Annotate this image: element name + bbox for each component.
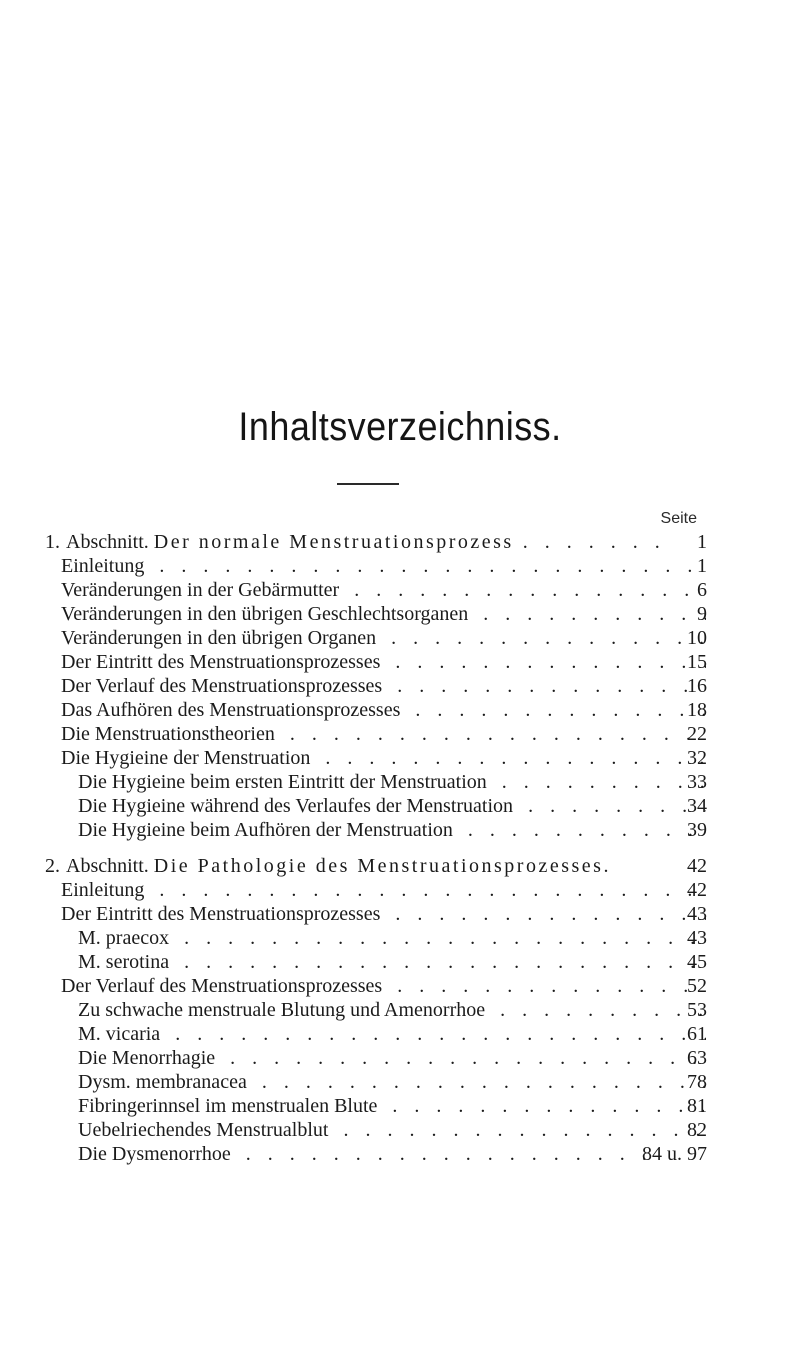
toc-entry[interactable]: [0, 722, 800, 746]
page-number: 43: [687, 903, 707, 925]
toc-entry[interactable]: [0, 746, 800, 770]
entry-title: Uebelriechendes Menstrualblut: [78, 1119, 332, 1141]
toc-entry[interactable]: [0, 1142, 800, 1166]
section-heading-1[interactable]: [0, 530, 800, 554]
toc-entry[interactable]: [0, 902, 800, 926]
page-number: 45: [687, 951, 707, 973]
page-number: 39: [687, 819, 707, 841]
page-number: 33: [687, 771, 707, 793]
section-label: Abschnitt.: [66, 855, 149, 877]
page-number: 42: [687, 879, 707, 901]
page-number: 10: [687, 627, 707, 649]
entry-title: Der Eintritt des Menstruationsprozesses: [61, 651, 384, 673]
entry-title: M. vicaria: [78, 1023, 164, 1045]
toc-entry[interactable]: [0, 998, 800, 1022]
page-number: 42: [687, 855, 707, 877]
entry-title: Zu schwache menstruale Blutung und Amenorrhoe: [78, 999, 489, 1021]
entry-title: M. serotina: [78, 951, 173, 973]
section-number: 2.: [45, 855, 60, 877]
section-number: 1.: [45, 531, 60, 553]
page-number: 82: [687, 1119, 707, 1141]
entry-title: Der Verlauf des Menstruationsprozesses: [61, 975, 386, 997]
page-number: 61: [687, 1023, 707, 1045]
entry-title: Die Hygieine beim ersten Eintritt der Menstruation: [78, 771, 491, 793]
page-number: 84 u. 97: [642, 1143, 707, 1165]
toc-entry[interactable]: [0, 1070, 800, 1094]
entry-title: Veränderungen in den übrigen Geschlechtsorganen: [61, 603, 472, 625]
entry-title: Dysm. membranacea: [78, 1071, 251, 1093]
entry-title: Einleitung: [61, 555, 148, 577]
toc-entry[interactable]: [0, 674, 800, 698]
page-column-header: Seite: [660, 510, 697, 527]
toc-entry[interactable]: [0, 974, 800, 998]
entry-title: Veränderungen in den übrigen Organen: [61, 627, 380, 649]
page-number: 6: [697, 579, 707, 601]
entry-title: Das Aufhören des Menstruationsprozesses: [61, 699, 404, 721]
page-number: 1: [697, 555, 707, 577]
toc-entry[interactable]: [0, 698, 800, 722]
page-number: 52: [687, 975, 707, 997]
page-number: 63: [687, 1047, 707, 1069]
entry-title: M. praecox: [78, 927, 173, 949]
entry-title: Einleitung: [61, 879, 148, 901]
page-number: 16: [687, 675, 707, 697]
page-title: Inhaltsverzeichniss.: [238, 405, 562, 449]
page-number: 53: [687, 999, 707, 1021]
title-divider: [337, 483, 399, 485]
entry-title: Die Hygieine während des Verlaufes der Menstruation: [78, 795, 517, 817]
entry-title: Fibringerinnsel im menstrualen Blute: [78, 1095, 381, 1117]
section-label: Abschnitt.: [66, 531, 149, 553]
toc-entry[interactable]: [0, 626, 800, 650]
section-title: Der normale Menstruationsprozess: [153, 531, 514, 553]
page-number: 18: [687, 699, 707, 721]
toc-entry[interactable]: [0, 1118, 800, 1142]
toc-entry[interactable]: [0, 602, 800, 626]
page-number: 22: [687, 723, 707, 745]
toc-entry[interactable]: [0, 554, 800, 578]
page-number: 9: [697, 603, 707, 625]
toc-entry[interactable]: [0, 878, 800, 902]
entry-title: Die Hygieine beim Aufhören der Menstruation: [78, 819, 457, 841]
toc-entry[interactable]: [0, 1046, 800, 1070]
entry-title: Die Menorrhagie: [78, 1047, 219, 1069]
page-number: 15: [687, 651, 707, 673]
entry-title: Veränderungen in der Gebärmutter: [61, 579, 343, 601]
toc-entry[interactable]: [0, 1094, 800, 1118]
toc-entry[interactable]: [0, 950, 800, 974]
toc-entry[interactable]: [0, 818, 800, 842]
section-heading-2[interactable]: [0, 854, 800, 878]
toc-entry[interactable]: [0, 650, 800, 674]
page-number: 34: [687, 795, 707, 817]
entry-title: Der Eintritt des Menstruationsprozesses: [61, 903, 384, 925]
entry-title: Die Hygieine der Menstruation: [61, 747, 314, 769]
toc-entry[interactable]: [0, 794, 800, 818]
entry-title: Die Menstruationstheorien: [61, 723, 279, 745]
toc-entry[interactable]: [0, 578, 800, 602]
toc-entry[interactable]: [0, 926, 800, 950]
page-number: 78: [687, 1071, 707, 1093]
section-title: Die Pathologie des Menstruationsprozesses.: [153, 855, 611, 877]
page-number: 43: [687, 927, 707, 949]
page-number: 32: [687, 747, 707, 769]
entry-title: Die Dysmenorrhoe: [78, 1143, 235, 1165]
toc-entry[interactable]: [0, 1022, 800, 1046]
entry-title: Der Verlauf des Menstruationsprozesses: [61, 675, 386, 697]
toc-entry[interactable]: [0, 770, 800, 794]
page-number: 1: [697, 531, 707, 553]
page-number: 81: [687, 1095, 707, 1117]
